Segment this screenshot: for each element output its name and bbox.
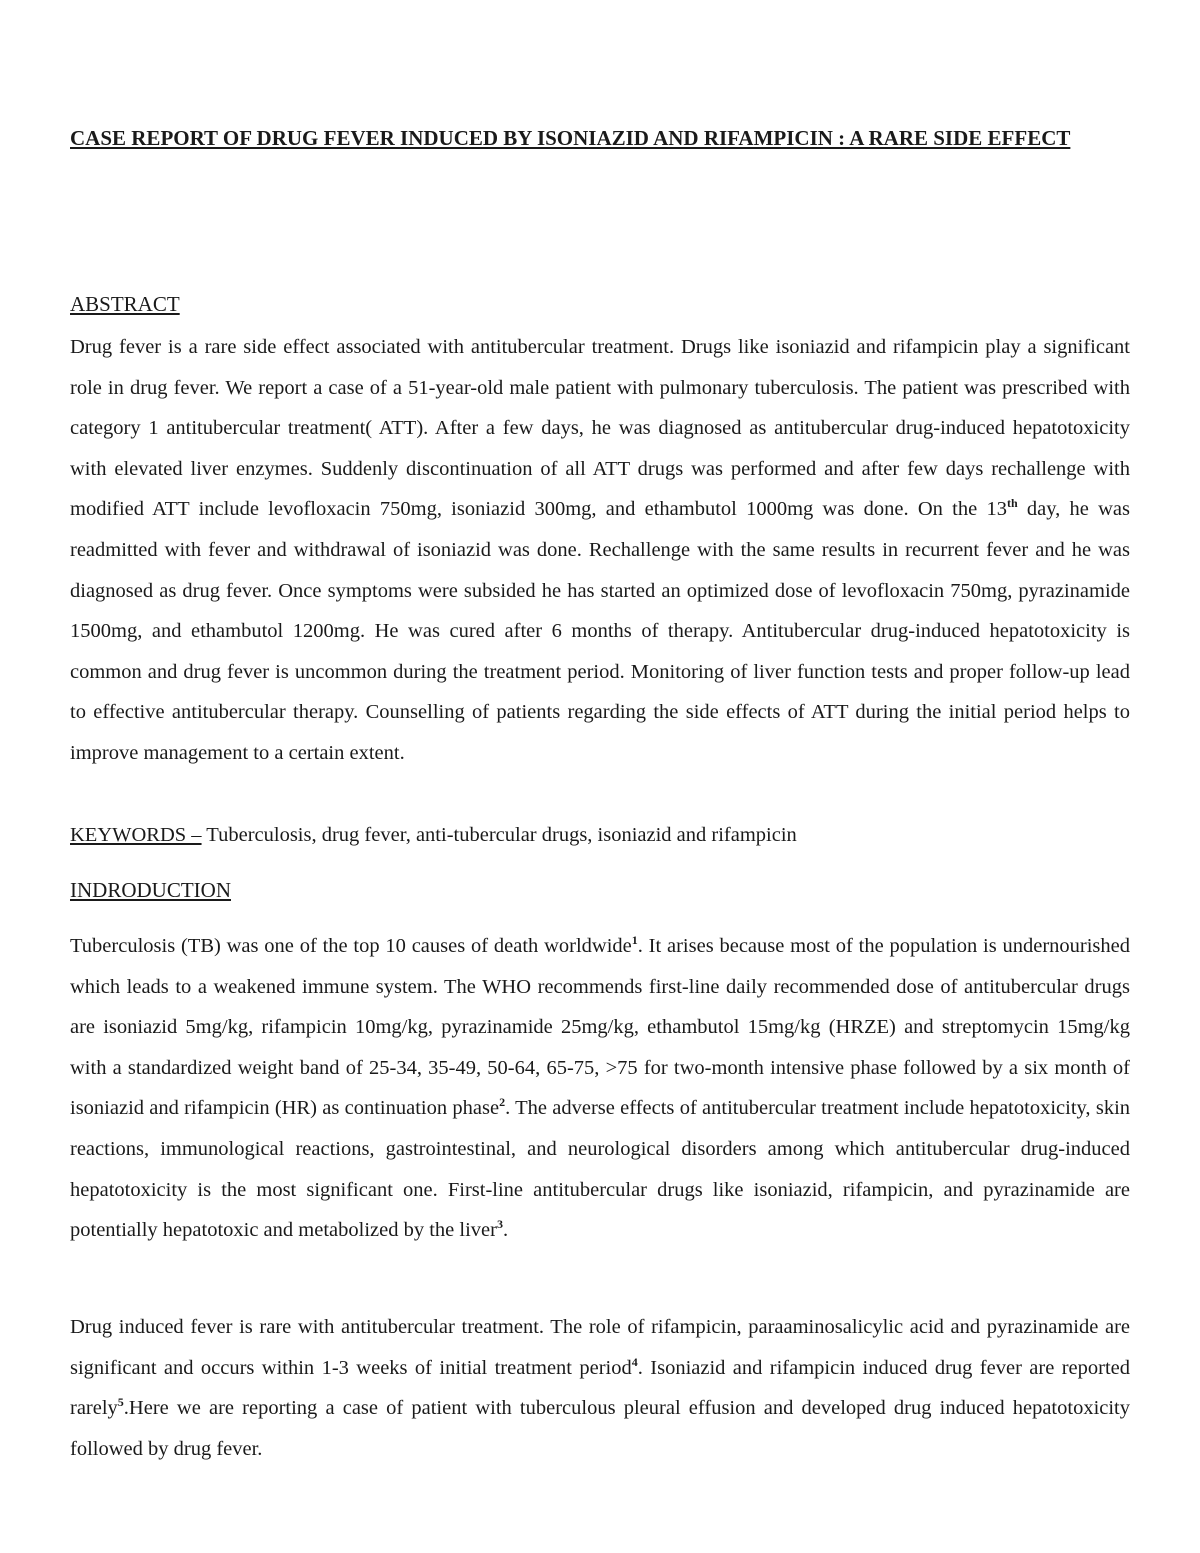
introduction-paragraph-1 [70, 926, 1130, 1251]
intro-p1-c: . The adverse effects of antitubercular treatment include hepatotoxicity, skin reactions, immunological reactions, gastrointestinal, and neurological disorders among which antitubercular drug-induced hepatotoxicity is the most significant one. First-line antitubercular drugs like isoniazid, rifampicin, and pyrazinamide are potentially hepatotoxic and metabolized by the liver [70, 1097, 1131, 1242]
superscript-th: th [1006, 496, 1018, 511]
intro-p2-a: Drug induced fever is rare with antitubercular treatment. The role of rifampicin, paraaminosalicylic acid and pyrazinamide are significant and occurs within 1-3 weeks of initial treatment period [70, 1316, 1130, 1379]
abstract-heading: ABSTRACT [70, 292, 180, 316]
introduction-heading: INDRODUCTION [70, 878, 231, 902]
intro-p2-c: .Here we are reporting a case of patient with tuberculous pleural effusion and developed drug induced hepatotoxicity followed by drug fever. [70, 1397, 1130, 1460]
citation-4: 4 [631, 1354, 638, 1369]
introduction-paragraph-2 [70, 1307, 1130, 1469]
intro-p1-a: Tuberculosis (TB) was one of the top 10 causes of death worldwide [70, 935, 632, 957]
intro-p2-b: . Isoniazid and rifampicin induced drug fever are reported rarely [70, 1356, 1130, 1420]
abstract-text-part1: Drug fever is a rare side effect associated with antitubercular treatment. Drugs like isoniazid and rifampicin play a significant role in drug fever. We report a case of a 51-year-old male patient with pulmonary tuberculosis. The patient was prescribed with category 1 antitubercular treatment( ATT). After a few days, he was diagnosed as antitubercular drug-induced hepatotoxicity with elevated liver enzymes. Suddenly discontinuation of all ATT drugs was performed and after few days rechallenge with modified ATT include levofloxacin 750mg, isoniazid 300mg, and ethambutol 1000mg was done. On the 13 [70, 336, 1130, 521]
citation-2: 2 [499, 1095, 506, 1110]
citation-5: 5 [117, 1395, 124, 1410]
abstract-paragraph [70, 327, 1130, 774]
intro-p1-b: . It arises because most of the population is undernourished which leads to a weakened immune system. The WHO recommends first-line daily recommended dose of antitubercular drugs are isoniazid 5mg/kg, rifampicin 10mg/kg, pyrazinamide 25mg/kg, ethambutol 15mg/kg (HRZE) and streptomycin 15mg/kg with a standardized weight band of 25-34, 35-49, 50-64, 65-75, >75 for two-month intensive phase followed by a six month of isoniazid and rifampicin (HR) as continuation phase [70, 935, 1130, 1120]
paper-title: CASE REPORT OF DRUG FEVER INDUCED BY ISONIAZID AND RIFAMPICIN : A RARE SIDE EFFECT [70, 126, 1071, 150]
keywords-text: Tuberculosis, drug fever, anti-tubercular drugs, isoniazid and rifampicin [201, 824, 797, 846]
keywords-line [70, 820, 797, 850]
intro-p1-d: . [502, 1219, 509, 1242]
keywords-label: KEYWORDS – [70, 824, 202, 846]
abstract-text-part2: day, he was readmitted with fever and withdrawal of isoniazid was done. Rechallenge with the same results in recurrent fever and he was diagnosed as drug fever. Once symptoms were subsided he has started an optimized dose of levofloxacin 750mg, pyrazinamide 1500mg, and ethambutol 1200mg. He was cured after 6 months of therapy. Antitubercular drug-induced hepatotoxicity is common and drug fever is uncommon during the treatment period. Monitoring of liver function tests and proper follow-up lead to effective antitubercular therapy. Counselling of patients regarding the side effects of ATT during the initial period helps to improve management to a certain extent. [70, 498, 1130, 764]
citation-3: 3 [496, 1217, 503, 1232]
citation-1: 1 [631, 933, 638, 947]
